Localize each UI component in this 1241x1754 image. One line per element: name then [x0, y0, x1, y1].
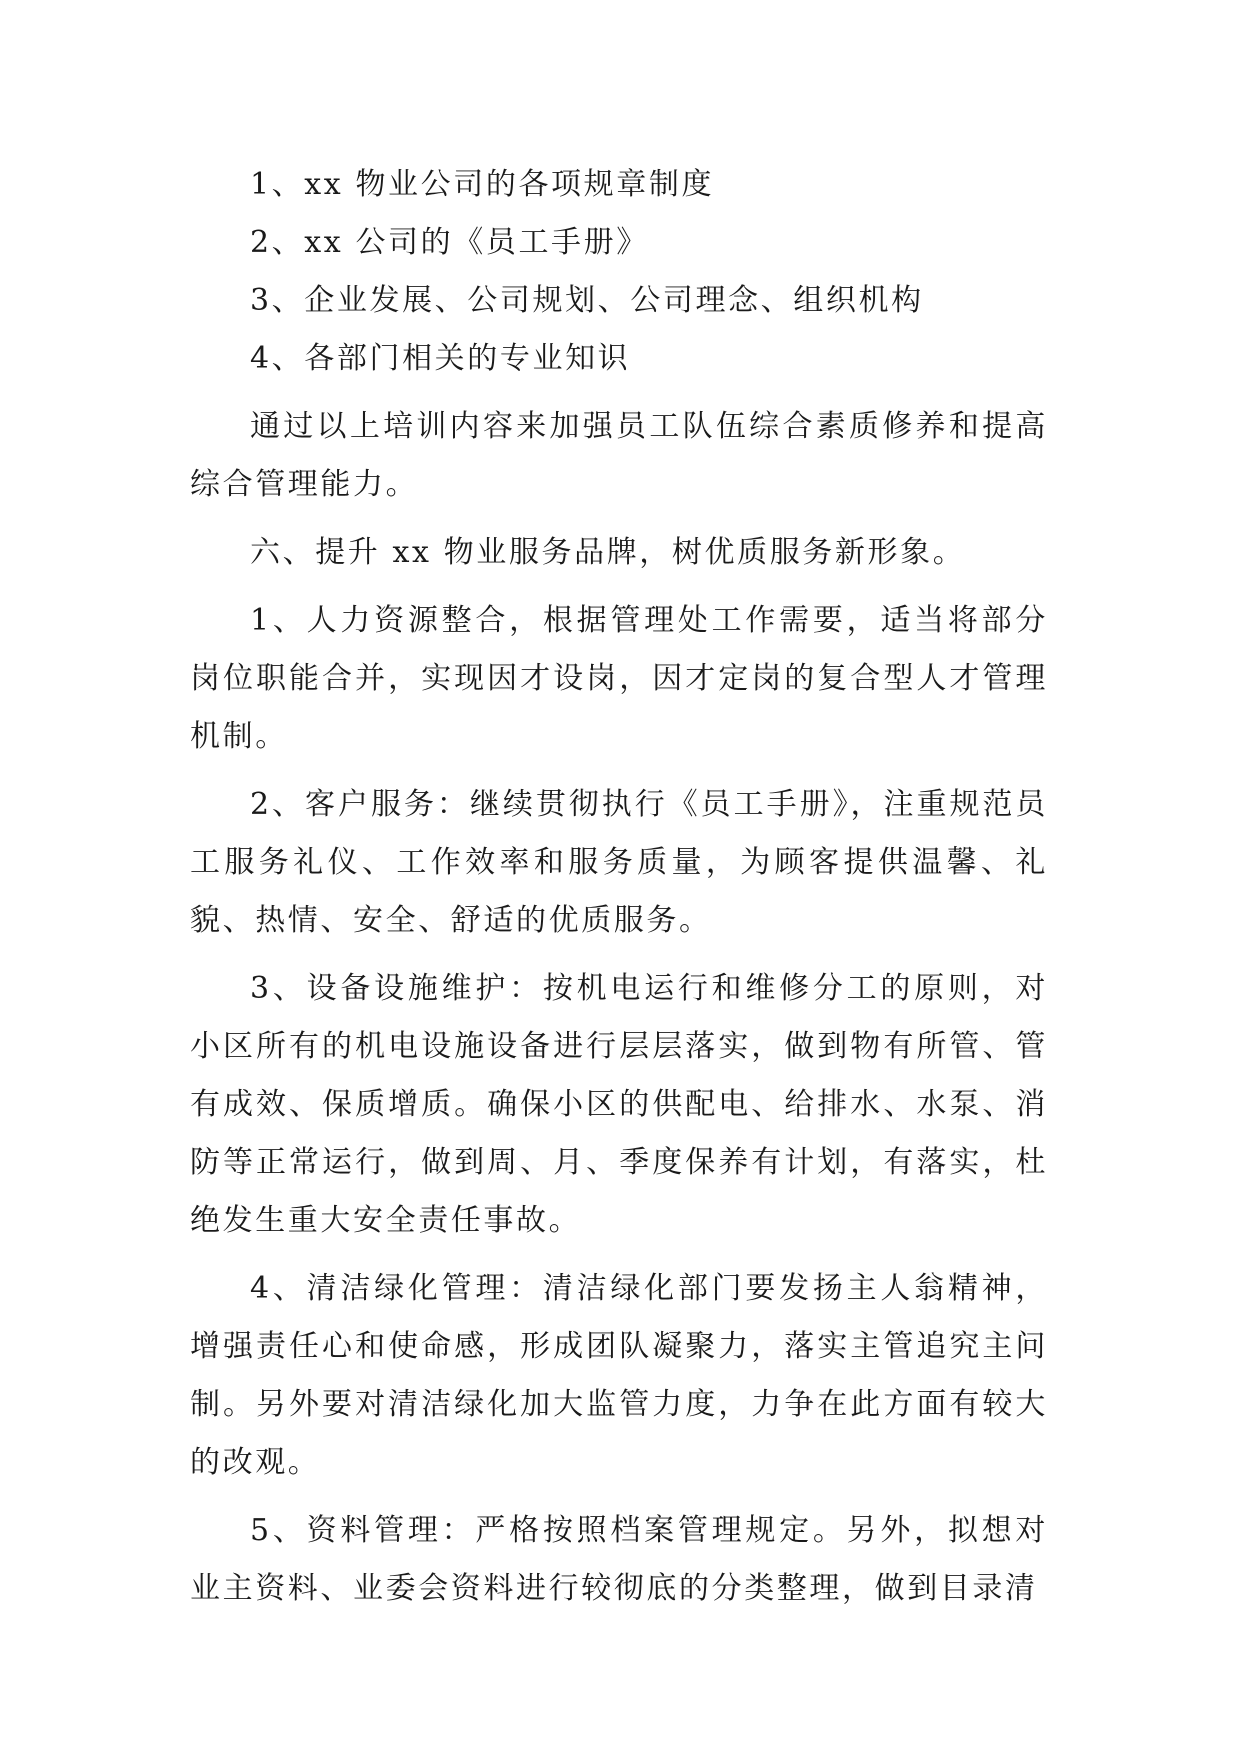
paragraph-cleaning-greening: 4、清洁绿化管理：清洁绿化部门要发扬主人翁精神，增强责任心和使命感，形成团队凝聚力，落实主管追究主问制。另外要对清洁绿化加大监管力度，力争在此方面有较大的改观。 [190, 1271, 1048, 1480]
paragraph-item-3: 3、企业发展、公司规划、公司理念、组织机构 [250, 283, 924, 318]
paragraph-equipment-maintenance: 3、设备设施维护：按机电运行和维修分工的原则，对小区所有的机电设施设备进行层层落实，做到物有所管、管有成效、保质增质。确保小区的供配电、给排水、水泵、消防等正常运行，做到周、月、季度保养有计划，有落实，杜绝发生重大安全责任事故。 [190, 971, 1048, 1238]
paragraph-hr-integration: 1、人力资源整合，根据管理处工作需要，适当将部分岗位职能合并，实现因才设岗，因才定岗的复合型人才管理机制。 [190, 603, 1048, 754]
paragraph-records-management: 5、资料管理：严格按照档案管理规定。另外，拟想对业主资料、业委会资料进行较彻底的分类整理，做到目录清 [190, 1513, 1048, 1606]
section-heading-6: 六、提升 xx 物业服务品牌，树优质服务新形象。 [250, 535, 966, 570]
paragraph-item-2: 2、xx 公司的《员工手册》 [250, 225, 649, 260]
paragraph-item-4: 4、各部门相关的专业知识 [250, 341, 631, 376]
document-page [190, 156, 1048, 1628]
paragraph-customer-service: 2、客户服务：继续贯彻执行《员工手册》，注重规范员工服务礼仪、工作效率和服务质量，为顾客提供温馨、礼貌、热情、安全、舒适的优质服务。 [190, 787, 1048, 938]
paragraph-training-summary: 通过以上培训内容来加强员工队伍综合素质修养和提高综合管理能力。 [190, 409, 1048, 502]
paragraph-item-1: 1、xx 物业公司的各项规章制度 [250, 167, 715, 202]
